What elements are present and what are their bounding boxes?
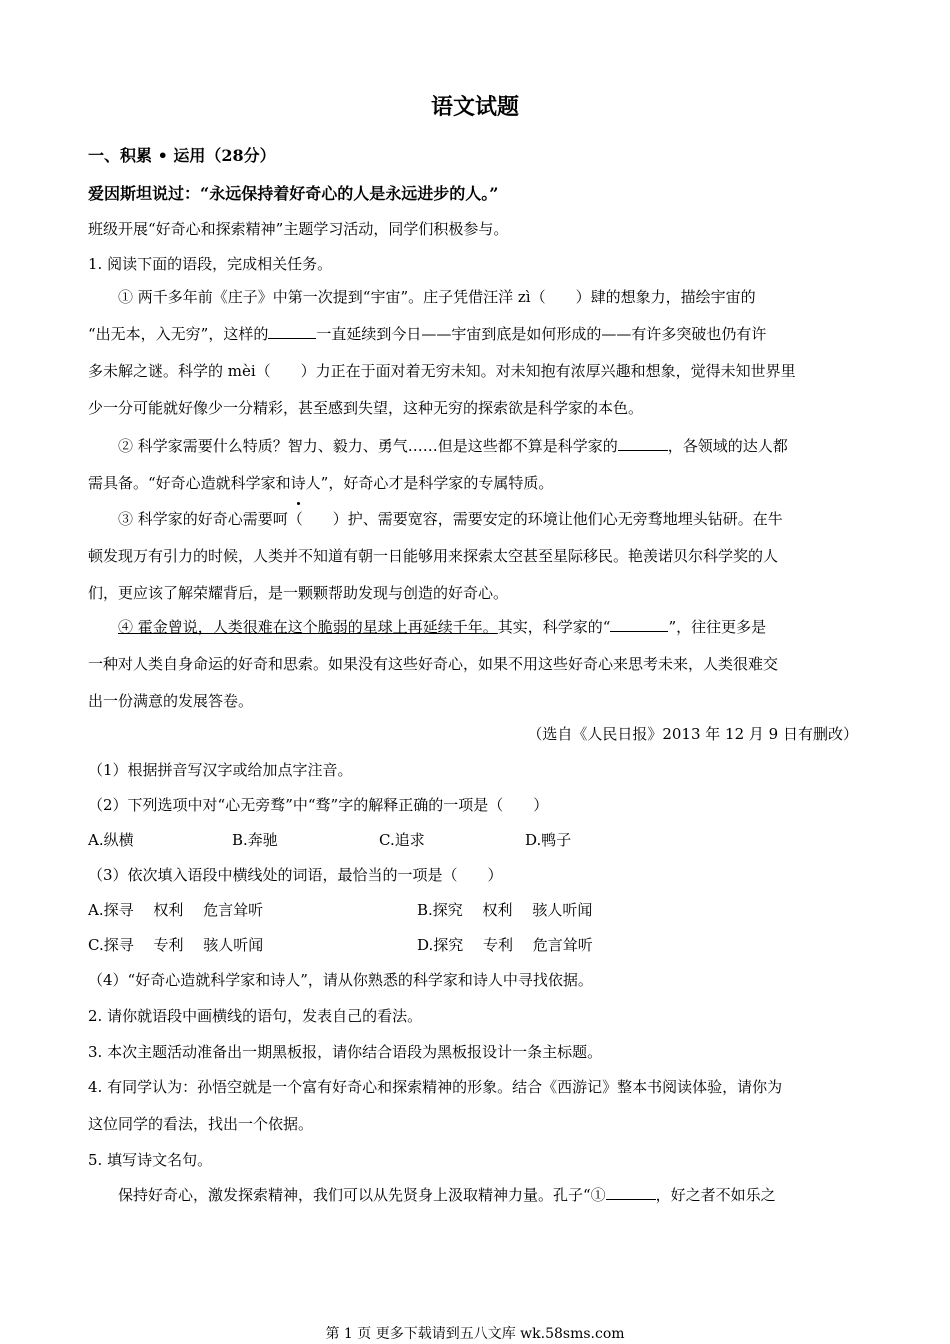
sub-question-3: （3）依次填入语段中横线处的词语，最恰当的一项是（ ）	[88, 866, 503, 884]
passage-line	[88, 654, 860, 691]
option-c: C.探寻 专利 骇人听闻	[88, 936, 264, 954]
passage-line	[88, 436, 860, 473]
passage-text: 一种对人类自身命运的好奇和思索。如果没有这些好奇心，如果不用这些好奇心来思考未来，人类很难交	[88, 655, 779, 673]
intro-text: 班级开展“好奇心和探索精神”主题学习活动，同学们积极参与。	[88, 220, 509, 238]
passage-text: ③ 科学家的好奇心需要呵（ ）护、需要宽容，需要安定的环境让他们心无旁骛地埋头钻研。在牛	[118, 510, 783, 528]
sub-question-1: （1）根据拼音写汉字或给加点字注音。	[88, 761, 353, 779]
option-b: B.奔驰	[232, 831, 278, 849]
passage-paragraph-2	[88, 436, 860, 510]
passage-line	[88, 287, 860, 324]
option-d: D.探究 专利 危言耸听	[417, 936, 593, 954]
fill-blank	[268, 324, 316, 339]
passage-text: 顿发现万有引力的时候，人类并不知道有朝一日能够用来探索太空甚至星际移民。艳羡诺贝尔科学奖的人	[88, 547, 779, 565]
passage-text: 们，更应该了解荣耀背后，是一颗颗帮助发现与创造的好奇心。	[88, 584, 509, 602]
option-c: C.追求	[379, 831, 425, 849]
passage-text: 需具备。“好奇心造就科学家和诗人”，好奇心才是科学家的专属特质。	[88, 474, 554, 492]
underlined-sentence: ④ 霍金曾说，人类很难在这个脆弱的星球上再延续千年。	[118, 618, 498, 636]
question-3: 3. 本次主题活动准备出一期黑板报，请你结合语段为黑板报设计一条主标题。	[88, 1043, 603, 1061]
passage-text: 出一份满意的发展答卷。	[88, 692, 254, 710]
fill-blank	[606, 1185, 656, 1200]
emphasis-dot	[297, 502, 300, 505]
page-title: 语文试题	[430, 94, 519, 120]
section-heading: 一、积累 • 运用（28分）	[88, 146, 276, 165]
passage-line	[88, 398, 860, 435]
question-2: 2. 请你就语段中画横线的语句，发表自己的看法。	[88, 1007, 423, 1025]
page-footer: 第 1 页 更多下载请到五八文库 wk.58sms.com	[325, 1326, 625, 1342]
sub-question-4: （4）“好奇心造就科学家和诗人”，请从你熟悉的科学家和诗人中寻找依据。	[88, 971, 593, 989]
passage-text: 多未解之谜。科学的 mèi（ ）力正在于面对着无穷未知。对未知抱有浓厚兴趣和想象，觉得未知世界里	[88, 362, 796, 380]
passage-text: “出无本，入无穷”，这样的 一直延续到今日——宇宙到底是如何形成的——有许多突破也仍有许	[88, 325, 767, 343]
quote-heading: 爱因斯坦说过：“永远保持着好奇心的人是永远进步的人。”	[88, 184, 499, 203]
sub-question-2: （2）下列选项中对“心无旁骛”中“骛”字的解释正确的一项是（ ）	[88, 796, 549, 814]
passage-text: ① 两千多年前《庄子》中第一次提到“宇宙”。庄子凭借汪洋 zì（ ）肆的想象力，描绘宇宙的	[118, 288, 756, 306]
passage-paragraph-4	[88, 617, 860, 728]
passage-line	[88, 324, 860, 361]
question-4: 4. 有同学认为：孙悟空就是一个富有好奇心和探索精神的形象。结合《西游记》整本书阅读体验，请你为	[88, 1078, 783, 1096]
passage-line	[88, 691, 860, 728]
question-4-continued: 这位同学的看法，找出一个依据。	[88, 1115, 314, 1133]
fill-blank	[618, 436, 668, 451]
option-d: D.鸭子	[525, 831, 572, 849]
passage-line	[88, 583, 860, 620]
passage-text: ④ 霍金曾说，人类很难在这个脆弱的星球上再延续千年。其实，科学家的“ ”，往往更多是	[118, 618, 767, 636]
passage-text: ② 科学家需要什么特质？智力、毅力、勇气……但是这些都不算是科学家的 ，各领域的达人都	[118, 437, 788, 455]
source-citation: （选自《人民日报》2013 年 12 月 9 日有删改）	[527, 725, 858, 743]
question-1: 1. 阅读下面的语段，完成相关任务。	[88, 255, 333, 273]
option-b: B.探究 权利 骇人听闻	[417, 901, 593, 919]
passage-paragraph-1	[88, 287, 860, 435]
passage-line	[88, 361, 860, 398]
passage-line	[88, 617, 860, 654]
question-5-text: 保持好奇心，激发探索精神，我们可以从先贤身上汲取精神力量。孔子“① ，好之者不如乐之	[118, 1186, 776, 1204]
option-a: A.纵横	[88, 831, 134, 849]
passage-text: 少一分可能就好像少一分精彩，甚至感到失望，这种无穷的探索欲是科学家的本色。	[88, 399, 644, 417]
question-5: 5. 填写诗文名句。	[88, 1151, 213, 1169]
option-a: A.探寻 权利 危言耸听	[88, 901, 264, 919]
passage-line	[88, 546, 860, 583]
fill-blank	[610, 617, 668, 632]
passage-paragraph-3	[88, 509, 860, 620]
passage-line	[88, 473, 860, 510]
passage-line	[88, 509, 860, 546]
